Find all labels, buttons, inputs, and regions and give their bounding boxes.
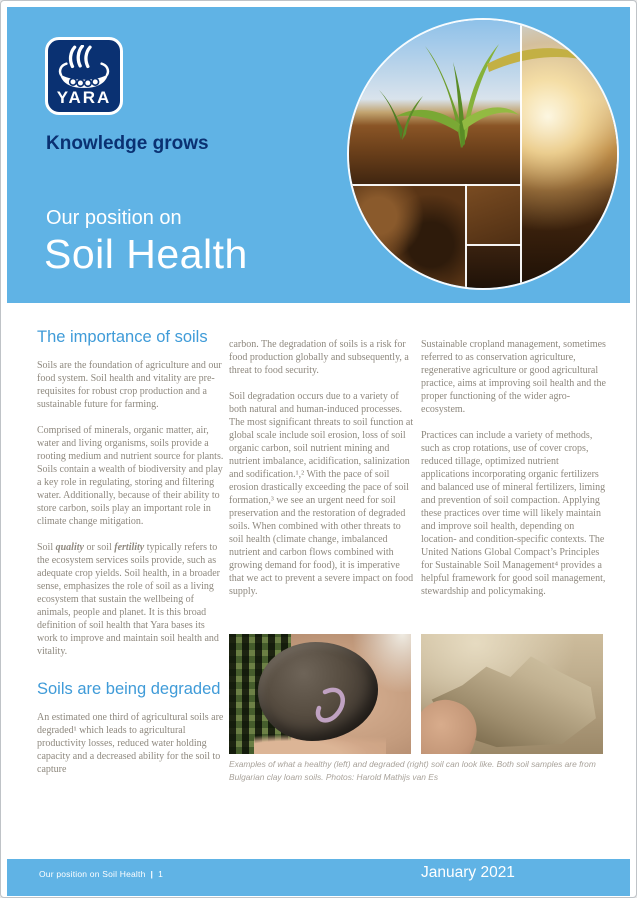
footer-band [7,859,630,896]
hero-divider-vertical-main [520,20,522,288]
photo-caption: Examples of what a healthy (left) and degraded (right) soil can look like. Both soil samples are from Bulgarian clay loam soils. Photos: Harold Mathijs van Es [229,759,596,782]
hero-photo-circle [347,18,619,290]
paragraph: carbon. The degradation of soils is a risk for food production globally and subsequently, a threat to food security. [229,339,409,376]
column-2 [229,338,417,611]
paragraph: Sustainable cropland management, sometimes referred to as conservation agriculture, regenerative agriculture or good agricultural practice, aims at improving soil health and the proper functioning of the wider agro-ecosystem. [421,339,606,415]
hero-divider-horizontal-main [349,184,521,186]
brand-tagline: Knowledge grows [46,133,209,154]
viking-ship-icon [55,45,113,89]
section-heading-importance: The importance of soils [37,328,208,346]
page-title: Soil Health [44,231,248,277]
footer-page-label [39,869,163,879]
footer-document-name: Our position on Soil Health [39,869,146,879]
paragraph: An estimated one third of agricultural soils are degraded¹ which leads to agricultural productivity losses, reduced water holding capacity and a decreased ability for the soil to capture [37,712,224,775]
header-band [7,7,630,303]
footer-separator: | [150,869,154,879]
yara-logo [45,37,123,115]
healthy-soil-photo [229,634,411,754]
paragraph: Soil degradation occurs due to a variety of both natural and human-induced processes. The most significant threats to soil function at global scale include soil erosion, loss of soil organic carbon, soil nutrient mining and nutrient imbalance, acidification, salinization and sodification.¹,² With the pace of soil erosion drastically exceeding the pace of soil formation,³ we see an urgent need for soil preservation and the restoration of degraded soils. When combined with other threats to soil health (climate change, imbalanced nutrient and carbon flows combined with growing demand for food), it is imperative that we act to prevent a severe impact on food supply. [229,391,414,597]
degraded-soil-photo [421,634,603,754]
corn-seedlings-illustration [349,20,617,288]
column-3 [421,338,609,611]
paragraph: Comprised of minerals, organic matter, air, water and living organisms, soils provide a rooting medium and nutrient source for plants. Soils contain a wealth of biodiversity and play a key role in regulating, storing and filtering water. Additionally, because of their ability to store carbon, soils play an important role in climate change mitigation. [37,425,224,527]
paragraph: Soil quality or soil fertility typically refers to the ecosystem services soils provide, such as adequate crop yields. Soil health, in a broader sense, emphasizes the role of soil as a living ecosystem that sustain the wellbeing of animals, people and planet. It is this broad definition of soil health that Yara bases its work to improve and maintain soil health and vitality. [37,542,220,657]
paragraph: Soils are the foundation of agriculture and our food system. Soil health and vitality are pre-requisites for robust crop production and a sustainable future for farming. [37,360,222,410]
footer-date: January 2021 [421,864,515,881]
title-kicker: Our position on [46,207,182,229]
paragraph: Practices can include a variety of methods, such as crop rotations, use of cover crops, reduced tillage, optimized nutrient applications incorporating organic fertilizers and balanced use of mineral fertilizers, liming and prevention of soil compaction. Applying these practices over time will likely maintain and improve soil health, depending on location- and condition-specific contexts. The United Nations Global Compact’s Principles for Sustainable Soil Management⁴ provides a helpful framework for good soil management, stewardship and policymaking. [421,430,606,597]
logo-wordmark: YARA [56,88,112,107]
column-1 [37,328,225,789]
earthworm-illustration [229,634,411,754]
footer-page-number: 1 [158,869,164,879]
section-heading-degraded: Soils are being degraded [37,680,221,698]
hero-divider-vertical-small [465,184,467,288]
hero-divider-horizontal-small [466,244,521,246]
